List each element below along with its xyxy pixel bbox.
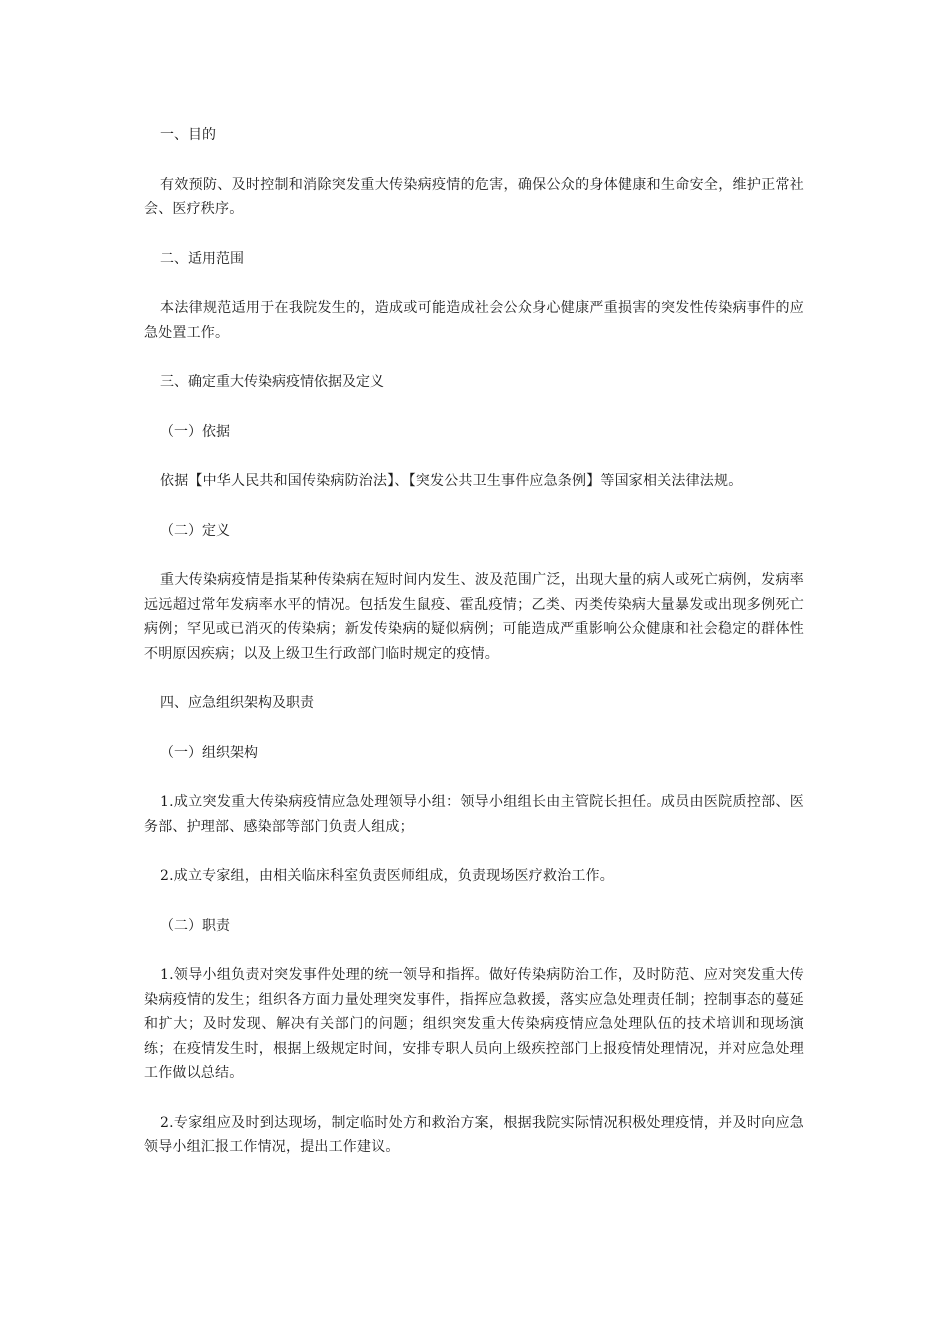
subsection-heading: （二）定义 — [160, 522, 230, 539]
paragraph: 有效预防、及时控制和消除突发重大传染病疫情的危害，确保公众的身体健康和生命安全，维护正常社会、医疗秩序。 — [144, 176, 804, 217]
section-heading: 四、应急组织架构及职责 — [160, 695, 314, 711]
paragraph: 本法律规范适用于在我院发生的，造成或可能造成社会公众身心健康严重损害的突发性传染病事件的应急处置工作。 — [144, 300, 804, 341]
paragraph: 1.领导小组负责对突发事件处理的统一领导和指挥。做好传染病防治工作，及时防范、应对突发重大传染病疫情的发生；组织各方面力量处理突发事件，指挥应急救援，落实应急处理责任制；控制事态的蔓延和扩大；及时发现、解决有关部门的问题；组织突发重大传染病疫情应急处理队伍的技术培训和现场演练；在疫情发生时，根据上级规定时间，安排专职人员向上级疾控部门上报疫情处理情况，并对应急处理工作做以总结。 — [144, 967, 804, 1081]
paragraph: 重大传染病疫情是指某种传染病在短时间内发生、波及范围广泛，出现大量的病人或死亡病例，发病率远远超过常年发病率水平的情况。包括发生鼠疫、霍乱疫情；乙类、丙类传染病大量暴发或出现多例死亡病例；罕见或已消灭的传染病；新发传染病的疑似病例；可能造成严重影响公众健康和社会稳定的群体性不明原因疾病；以及上级卫生行政部门临时规定的疫情。 — [144, 572, 804, 662]
document-body — [144, 123, 804, 1185]
paragraph: 依据【中华人民共和国传染病防治法】、【突发公共卫生事件应急条例】等国家相关法律法规。 — [160, 473, 743, 489]
section-heading: 三、确定重大传染病疫情依据及定义 — [160, 374, 384, 390]
paragraph: 2.专家组应及时到达现场，制定临时处方和救治方案，根据我院实际情况积极处理疫情，并及时向应急领导小组汇报工作情况，提出工作建议。 — [144, 1114, 804, 1155]
subsection-heading: （二）职责 — [160, 917, 230, 934]
subsection-heading: （一）组织架构 — [160, 744, 258, 761]
section-heading: 一、目的 — [160, 127, 216, 143]
section-heading: 二、适用范围 — [160, 250, 244, 267]
subsection-heading: （一）依据 — [160, 423, 230, 440]
paragraph: 1.成立突发重大传染病疫情应急处理领导小组：领导小组组长由主管院长担任。成员由医院质控部、医务部、护理部、感染部等部门负责人组成； — [144, 794, 804, 835]
paragraph: 2.成立专家组，由相关临床科室负责医师组成，负责现场医疗救治工作。 — [160, 868, 614, 884]
